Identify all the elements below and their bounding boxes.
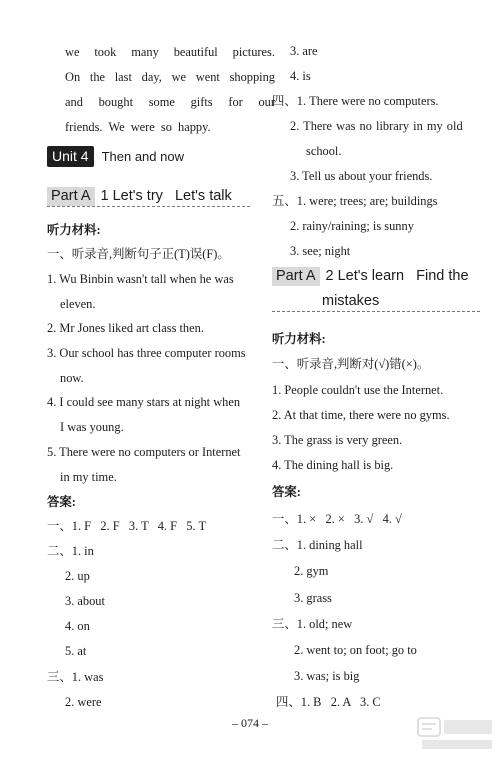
part-title: 1 Let's try Let's talk [100, 188, 232, 204]
unit-title: Then and now [101, 149, 184, 164]
answer-line: 3. Tell us about your friends. [290, 169, 433, 183]
answer-line: school. [306, 144, 342, 158]
word: bought [98, 95, 134, 109]
answer-line: 3. grass [294, 591, 332, 605]
word: and [65, 95, 83, 109]
sentence-2: 2. Mr Jones liked art class then. [47, 321, 204, 335]
answer-line: 2. There was no library in my old [290, 119, 463, 133]
answer-line: 2. up [65, 569, 90, 583]
unit-badge: Unit 4 [47, 146, 94, 167]
answer-line: 4. on [65, 619, 90, 633]
sentence-5-cont: in my time. [60, 470, 117, 484]
unit-heading [47, 146, 184, 167]
part-tag: Part A [272, 267, 320, 286]
answer-line: 2. rainy/raining; is sunny [290, 219, 414, 233]
word: happy. [178, 120, 211, 134]
word: last [114, 70, 132, 84]
answer-line: 3. about [65, 594, 105, 608]
answer-line: 4. is [290, 69, 311, 83]
answers-label: 答案: [47, 495, 76, 509]
sentence-5: 5. There were no computers or Internet [47, 445, 241, 459]
part-title-cont: mistakes [322, 293, 380, 309]
sentence-4: 4. I could see many stars at night when [47, 395, 241, 409]
word: shopping [229, 70, 275, 84]
section-title: 一、听录音,判断对(√)错(×)。 [272, 357, 430, 371]
sentence-4: 4. The dining hall is big. [272, 458, 394, 472]
word: many [131, 45, 159, 59]
word: some [148, 95, 175, 109]
part-tag: Part A [47, 187, 95, 206]
sentence-4-cont: I was young. [60, 420, 124, 434]
sentence-2: 2. At that time, there were no gyms. [272, 408, 450, 422]
word: We [108, 120, 125, 134]
word: the [89, 70, 106, 84]
intro-line-3 [65, 94, 275, 110]
answer-line: 一、1. × 2. × 3. √ 4. √ [272, 512, 402, 526]
watermark-icon [416, 716, 496, 752]
section-title: 一、听录音,判断句子正(T)误(F)。 [47, 247, 230, 261]
answer-line: 三、1. old; new [272, 617, 353, 631]
sentence-1-cont: eleven. [60, 297, 96, 311]
sentence-3: 3. Our school has three computer rooms [47, 346, 246, 360]
word: were [130, 120, 155, 134]
word: we [65, 45, 80, 59]
intro-line-4 [65, 119, 211, 135]
listening-label: 听力材料: [47, 223, 101, 237]
answer-line: 一、1. F 2. F 3. T 4. F 5. T [47, 519, 207, 533]
answer-line: 2. went to; on foot; go to [294, 643, 417, 657]
word: day, [141, 70, 162, 84]
sentence-3-cont: now. [60, 371, 84, 385]
part-title: 2 Let's learn Find the [325, 268, 469, 284]
word: pictures. [232, 45, 275, 59]
part-heading-right-cont [272, 293, 480, 312]
answer-line: 二、1. dining hall [272, 538, 363, 552]
answer-line: 2. gym [294, 564, 329, 578]
word: for [228, 95, 243, 109]
word: On [65, 70, 81, 84]
page-number: – 074 – [232, 716, 268, 730]
answer-line: 2. were [65, 695, 102, 709]
listening-label: 听力材料: [272, 332, 326, 346]
part-heading-left [47, 188, 250, 207]
word: we [171, 70, 187, 84]
answer-line: 3. are [290, 44, 318, 58]
word: our [258, 95, 275, 109]
answer-line: 二、1. in [47, 544, 94, 558]
sentence-1: 1. Wu Binbin wasn't tall when he was [47, 272, 234, 286]
answer-line: 5. at [65, 644, 87, 658]
sentence-3: 3. The grass is very green. [272, 433, 403, 447]
answer-line: 3. see; night [290, 244, 351, 258]
word: went [195, 70, 220, 84]
word: beautiful [173, 45, 218, 59]
word: friends. [65, 120, 103, 134]
answer-line: 四、1. There were no computers. [272, 94, 439, 108]
answer-line: 五、1. were; trees; are; buildings [272, 194, 438, 208]
watermark-logo [416, 716, 496, 757]
word: took [94, 45, 117, 59]
part-heading-right [272, 268, 480, 286]
intro-line-1 [65, 44, 275, 60]
word: gifts [190, 95, 213, 109]
intro-line-2 [65, 69, 275, 85]
answer-line: 3. was; is big [294, 669, 360, 683]
answers-label: 答案: [272, 485, 301, 499]
answer-line: 三、1. was [47, 670, 104, 684]
answer-line: 四、1. B 2. A 3. C [276, 695, 381, 709]
word: so [160, 120, 172, 134]
sentence-1: 1. People couldn't use the Internet. [272, 383, 444, 397]
